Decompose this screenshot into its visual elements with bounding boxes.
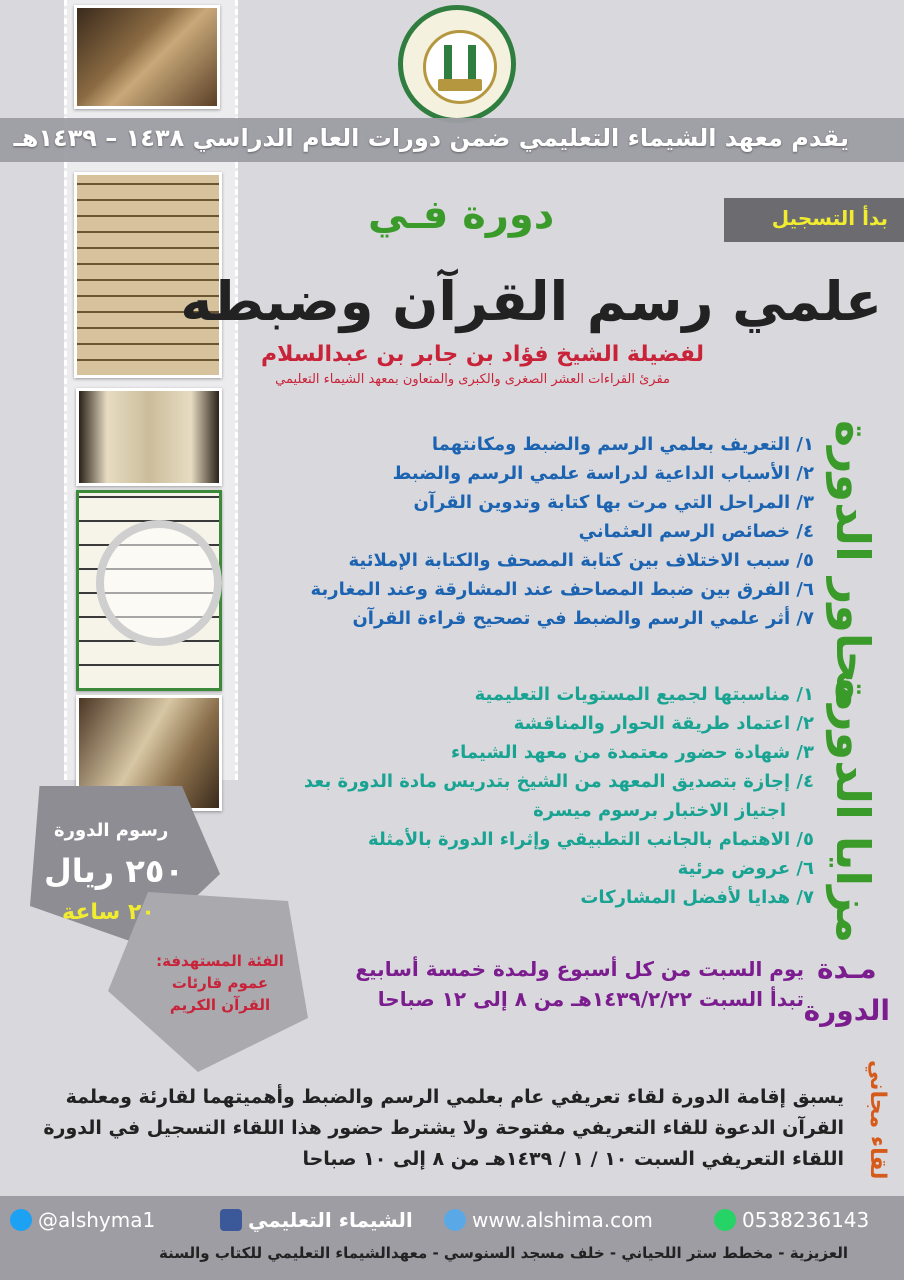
list-item: ١/ التعريف بعلمي الرسم والضبط ومكانتهما	[431, 434, 814, 455]
whatsapp-icon	[714, 1209, 736, 1231]
list-item: ٤/ إجازة بتصديق المعهد من الشيخ بتدريس مادة الدورة بعد	[303, 771, 814, 792]
list-item: ٢/ اعتماد طريقة الحوار والمناقشة	[513, 713, 814, 734]
topics-heading: محاور الدورة	[826, 420, 880, 712]
target-line: عموم قارئات	[171, 974, 269, 992]
open-mushaf-image	[76, 388, 222, 486]
address: العزيزية - مخطط ستر اللحياني - خلف مسجد السنوسي - معهدالشيماء التعليمي للكتاب والسنة	[159, 1244, 848, 1262]
target-label: الفئة المستهدفة:	[156, 952, 284, 970]
magnifier-icon	[96, 520, 222, 646]
facebook-icon	[220, 1209, 242, 1231]
list-item: اجتياز الاختبار برسوم ميسرة	[533, 800, 786, 821]
list-item: ٢/ الأسباب الداعية لدراسة علمي الرسم والضبط	[392, 463, 814, 484]
facebook-link[interactable]: الشيماء التعليمي	[220, 1208, 413, 1232]
phone-link[interactable]: 0538236143	[714, 1208, 869, 1232]
fees-amount: ٢٥٠ ريال	[44, 852, 184, 890]
globe-icon	[444, 1209, 466, 1231]
sheikh-name: لفضيلة الشيخ فؤاد بن جابر بن عبدالسلام	[261, 342, 704, 367]
duration-heading: مـدة الدورة	[803, 952, 890, 1027]
list-item: ١/ مناسبتها لجميع المستويات التعليمية	[474, 684, 814, 705]
website-link[interactable]: www.alshima.com	[444, 1208, 653, 1232]
target-line: القرآن الكريم	[169, 996, 271, 1014]
list-item: ٤/ خصائص الرسم العثماني	[578, 521, 814, 542]
course-hours: ٢٠ ساعة	[62, 900, 155, 925]
target-audience	[150, 950, 290, 1016]
fees-label: رسوم الدورة	[54, 820, 169, 841]
free-meeting-heading: لقاء مجاني	[865, 1060, 890, 1180]
duration-text: يوم السبت من كل أسبوع ولمدة خمسة أسابيع تبدأ السبت ١٤٣٩/٢/٢٢هـ من ٨ إلى ١٢ صباحا	[355, 957, 804, 1011]
list-item: ٧/ أثر علمي الرسم والضبط في تصحيح قراءة القرآن	[352, 608, 814, 629]
registration-text: بدأ التسجيل	[771, 206, 888, 230]
free-meeting-text: يسبق إقامة الدورة لقاء تعريفي عام بعلمي الرسم والضبط وأهميتهما لقارئة ومعلمة القرآن الدعوة للقاء التعريفي مفتوحة ولا يشترط حضور هذا اللقاء التسجيل في الدورة اللقاء التعريفي السبت ١٠ / ١ / ١٤٣٩هـ من ٨ إلى ١٠ صباحا	[43, 1086, 844, 1170]
topics-list	[311, 430, 814, 633]
course-title: علمي رسم القرآن وضبطه	[180, 270, 882, 333]
list-item: ٦/ الفرق بين ضبط المصاحف عند المشارقة وعند المغاربة	[310, 579, 814, 600]
twitter-link[interactable]: @alshyma1	[10, 1208, 155, 1232]
features-heading: مزايا الدورة	[826, 678, 880, 944]
course-word: دورة فـي	[368, 192, 555, 238]
list-item: ٣/ المراحل التي مرت بها كتابة وتدوين القرآن	[413, 492, 814, 513]
list-item: ٦/ عروض مرئية	[677, 858, 814, 879]
list-item: ٥/ سبب الاختلاف بين كتابة المصحف والكتابة الإملائية	[348, 550, 814, 571]
features-list	[304, 680, 814, 912]
twitter-icon	[10, 1209, 32, 1231]
sheikh-description: مقرئ القراءات العشر الصغرى والكبرى والمتعاون بمعهد الشيماء التعليمي	[275, 372, 670, 387]
institute-logo	[398, 5, 516, 123]
list-item: ٥/ الاهتمام بالجانب التطبيقي وإثراء الدورة بالأمثلة	[368, 829, 814, 850]
intro-text: يقدم معهد الشيماء التعليمي ضمن دورات العام الدراسي ١٤٣٨ – ١٤٣٩هـ	[13, 124, 849, 152]
list-item: ٧/ هدايا لأفضل المشاركات	[580, 887, 814, 908]
list-item: ٣/ شهادة حضور معتمدة من معهد الشيماء	[450, 742, 814, 763]
manuscript-image	[74, 5, 220, 109]
